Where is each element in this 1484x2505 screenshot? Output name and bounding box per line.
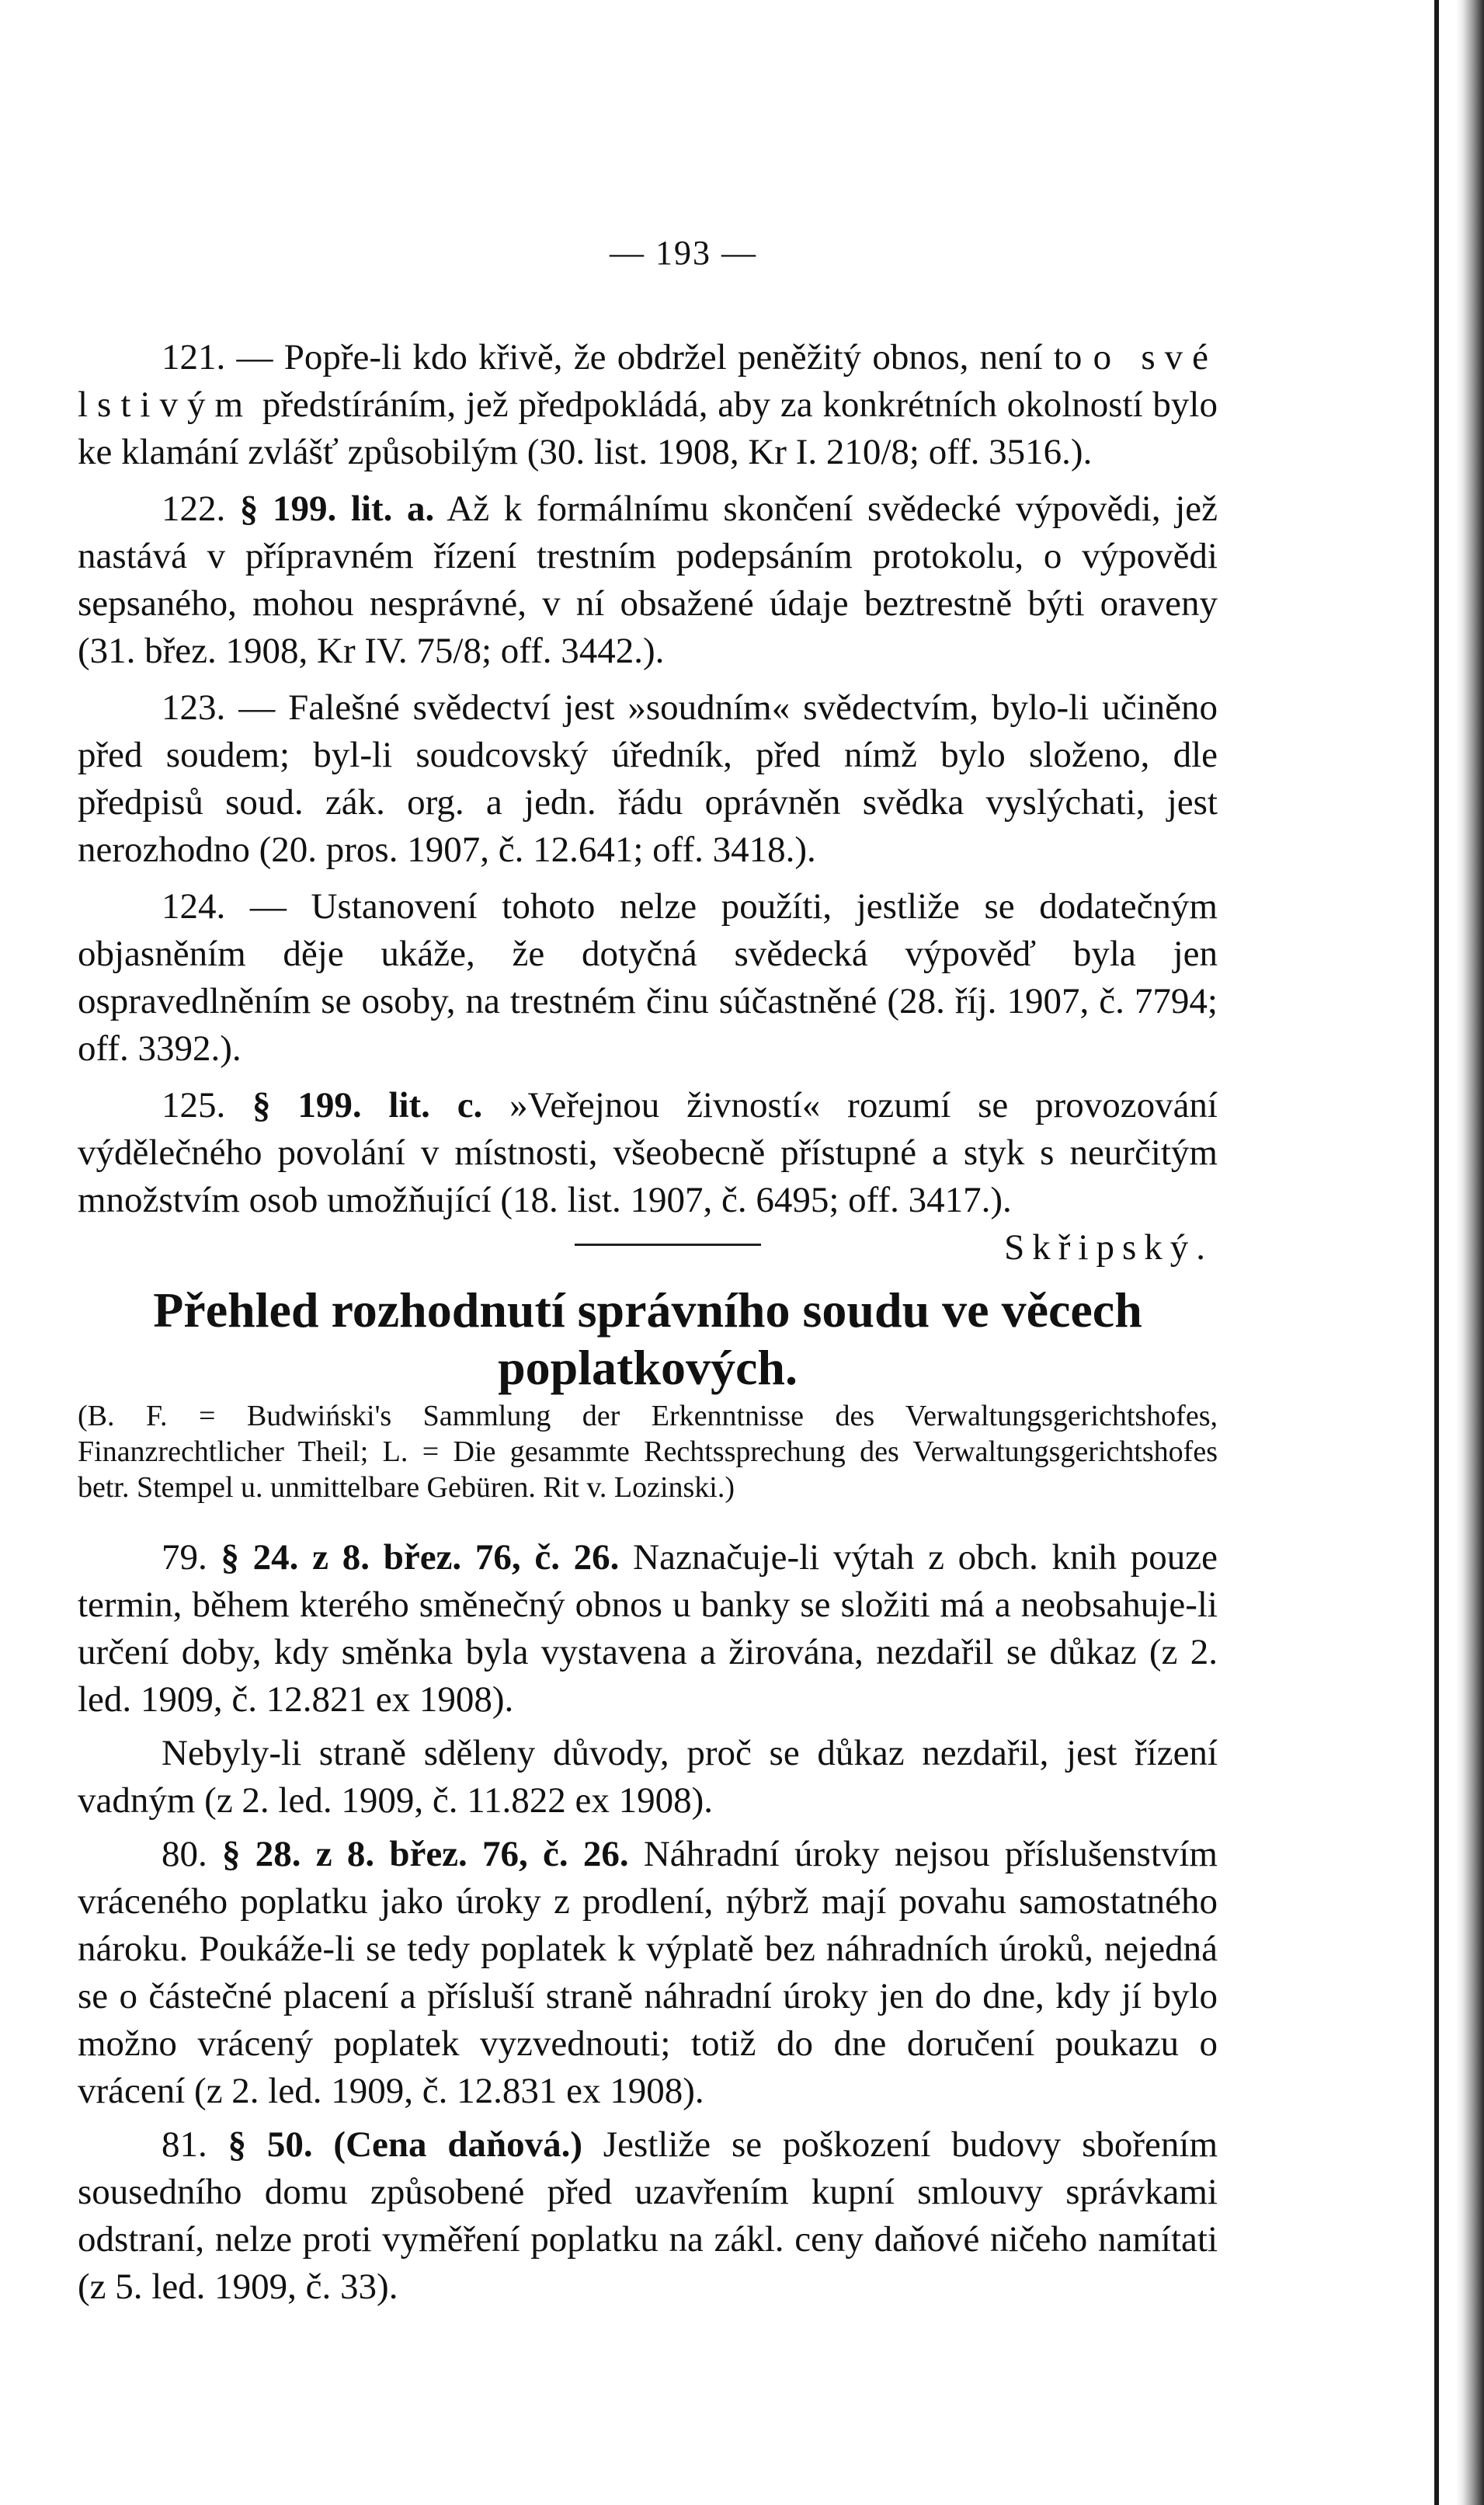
paragraph-125: 125. § 199. lit. c. »Veřejnou živností« rozumí se provozování výdělečného povolání v místnosti, všeobecně přístupné a styk s neurčitým množstvím osob umožňující (18. list. 1907, č. 6495; off. 3417.). <box>78 1085 1218 1220</box>
paragraph-79: 79. § 24. z 8. břez. 76, č. 26. Naznačuje-li výtah z obch. knih pouze termin, během kterého směnečný obnos u banky se složiti má a neobsahuje-li určení doby, kdy směnka byla vystavena a žirována, nezdařil se důkaz (z 2. led. 1909, č. 12.821 ex 1908). <box>78 1537 1218 1720</box>
paragraph-number: 81. <box>162 2124 228 2165</box>
paragraph-123: 123. — Falešné svědectví jest »soudním« svědectvím, bylo-li učiněno před soudem; byl-li soudcovský úředník, před nímž bylo složeno, dle předpisů soud. zák. org. a jedn. řádu oprávněn svědka vyslýchati, jest nerozhodno (20. pros. 1907, č. 12.641; off. 3418.). <box>78 687 1218 870</box>
section-court-decisions <box>78 334 1218 1272</box>
paragraph-79-continued: Nebyly-li straně sděleny důvody, proč se důkaz nezdařil, jest řízení vadným (z 2. led. 1909, č. 11.822 ex 1908). <box>78 1733 1218 1821</box>
paragraph-number: 124. <box>162 886 226 927</box>
section-fee-decisions <box>78 1534 1218 2311</box>
scan-binding-line <box>1434 0 1439 2505</box>
statute-reference: § 199. lit. c. <box>252 1085 483 1126</box>
statute-reference: § 24. z 8. břez. 76, č. 26. <box>221 1537 620 1578</box>
paragraph-122: 122. § 199. lit. a. Až k formálnímu skončení svědecké výpovědi, jež nastává v přípravném řízení trestním podepsáním protokolu, o výpovědi sepsaného, mohou nesprávné, v ní obsažené údaje beztrestně býti oraveny (31. břez. 1908, Kr IV. 75/8; off. 3442.). <box>78 489 1218 671</box>
statute-reference: § 50. (Cena daňová.) <box>228 2124 582 2165</box>
paragraph-number: 125. <box>162 1085 253 1126</box>
heading-line-1: Přehled rozhodnutí správního soudu ve věcech <box>153 1282 1142 1338</box>
scan-edge-shadow <box>1456 0 1484 2505</box>
paragraph-number: 123. <box>162 687 226 728</box>
statute-reference: § 199. lit. a. <box>239 489 435 529</box>
spaced-text: o své lstivým <box>78 337 1218 425</box>
paragraph-81: 81. § 50. (Cena daňová.) Jestliže se poškození budovy sbořením sousedního domu způsobené před uzavřením kupní smlouvy správkami odstraní, nelze proti vyměření poplatku na zákl. ceny daňové ničeho namítati (z 5. led. 1909, č. 33). <box>78 2124 1218 2307</box>
page <box>78 0 1218 2505</box>
paragraph-number: 121. <box>162 337 226 377</box>
author-signature: Skřipský. <box>1004 1227 1213 1268</box>
statute-reference: § 28. z 8. břez. 76, č. 26. <box>222 1834 629 1874</box>
abbreviation-note: (B. F. = Budwiński's Sammlung der Erkenntnisse des Verwaltungsgerichtshofes, Finanzrechtlicher Theil; L. = Die gesammte Rechtssprechung des Verwaltungsgerichtshofes betr. Stempel u. unmittelbare Gebüren. Rit v. Lozinski.) <box>78 1400 1218 1504</box>
paragraph-124: 124. — Ustanovení tohoto nelze použíti, jestliže se dodatečným objasněním děje ukáže, že dotyčná svědecká výpověď byla jen ospravedlněním se osoby, na trestném činu súčastněné (28. říj. 1907, č. 7794; off. 3392.). <box>78 886 1218 1069</box>
paragraph-80: 80. § 28. z 8. břez. 76, č. 26. Náhradní úroky nejsou příslušenstvím vráceného poplatku jako úroky z prodlení, nýbrž mají povahu samostatného nároku. Poukáže-li se tedy poplatek k výplatě bez náhradních úroků, nejedná se o částečné placení a přísluší straně náhradní úroky jen do dne, kdy jí bylo možno vrácený poplatek vyzvednouti; totiž do dne doručení poukazu o vrácení (z 2. led. 1909, č. 12.831 ex 1908). <box>78 1834 1218 2111</box>
paragraph-121: 121. — Popře-li kdo křivě, že obdržel peněžitý obnos, není to o své lstivým předstíráním, jež předpokládá, aby za konkrétních okolností bylo ke klamání zvlášť způsobilým (30. list. 1908, Kr I. 210/8; off. 3516.). <box>78 337 1218 472</box>
heading-line-2: poplatkových. <box>498 1340 798 1395</box>
page-number: — 193 — <box>610 234 757 272</box>
paragraph-number: 122. <box>162 489 240 529</box>
paragraph-number: 80. <box>162 1834 222 1874</box>
section-heading <box>78 1282 1218 1397</box>
section-divider <box>575 1244 761 1246</box>
paragraph-number: 79. <box>162 1537 221 1578</box>
